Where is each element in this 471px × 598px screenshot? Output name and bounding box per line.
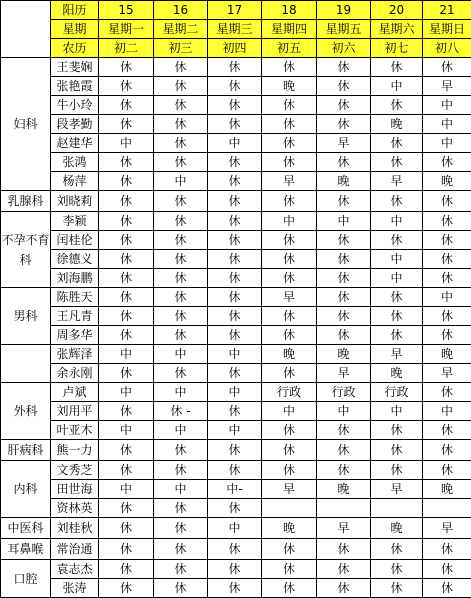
shift-cell: 休: [154, 518, 208, 539]
shift-cell: 休: [99, 440, 154, 461]
shift-cell: 中: [371, 402, 423, 421]
doctor-name-cell: 刘海鹏: [51, 269, 99, 288]
shift-cell: 休: [208, 307, 262, 326]
doctor-name-cell: 资林英: [51, 499, 99, 518]
shift-cell: 休: [423, 250, 471, 269]
weekday-cell: 星期一: [99, 20, 154, 39]
shift-cell: 早: [423, 77, 471, 96]
shift-cell: 休: [208, 539, 262, 560]
date-cell: 15: [99, 1, 154, 20]
shift-cell: 行政: [371, 383, 423, 402]
table-row: [1, 480, 471, 499]
doctor-name-cell: 张鸿: [51, 153, 99, 172]
shift-cell: 休: [208, 560, 262, 579]
shift-cell: 休: [154, 153, 208, 172]
table-row: [1, 231, 471, 250]
shift-cell: 休: [154, 579, 208, 598]
doctor-name-cell: 叶亚木: [51, 421, 99, 440]
shift-cell: 休: [317, 191, 371, 212]
table-row: [1, 77, 471, 96]
shift-cell: 早: [423, 364, 471, 383]
table-row: [1, 364, 471, 383]
shift-cell: 休: [371, 539, 423, 560]
shift-cell: 早: [317, 518, 371, 539]
doctor-name-cell: 文秀芝: [51, 461, 99, 480]
shift-cell: 休: [208, 58, 262, 77]
shift-cell: 休: [208, 77, 262, 96]
shift-cell: 中: [99, 345, 154, 364]
date-cell: 20: [371, 1, 423, 20]
shift-cell: 晚: [262, 77, 317, 96]
shift-cell: 休: [371, 421, 423, 440]
shift-cell: 中: [99, 421, 154, 440]
shift-cell: 休: [154, 58, 208, 77]
shift-cell: 休: [99, 326, 154, 345]
shift-cell: 休: [262, 579, 317, 598]
doctor-name-cell: 周多华: [51, 326, 99, 345]
shift-cell: 休: [99, 461, 154, 480]
shift-cell: [371, 499, 423, 518]
shift-cell: 中-: [208, 480, 262, 499]
doctor-name-cell: 熊一力: [51, 440, 99, 461]
shift-cell: 休: [423, 461, 471, 480]
shift-cell: 休: [317, 560, 371, 579]
shift-cell: 休: [423, 153, 471, 172]
shift-cell: 休: [262, 326, 317, 345]
shift-cell: 休: [99, 560, 154, 579]
table-row: [1, 579, 471, 598]
shift-cell: 早: [371, 480, 423, 499]
lunar-date-cell: 初四: [208, 39, 262, 58]
header-row-solar: [1, 1, 471, 20]
doctor-name-cell: 张艳霞: [51, 77, 99, 96]
shift-cell: 休: [99, 364, 154, 383]
department-cell: 男科: [1, 288, 51, 345]
table-row: [1, 58, 471, 77]
department-cell: 乳腺科: [1, 191, 51, 212]
shift-cell: 中: [371, 250, 423, 269]
shift-cell: 休: [99, 115, 154, 134]
table-row: [1, 134, 471, 153]
shift-cell: 早: [423, 518, 471, 539]
doctor-name-cell: 余永刚: [51, 364, 99, 383]
shift-cell: 休: [262, 250, 317, 269]
shift-cell: 休: [154, 77, 208, 96]
shift-cell: 中: [423, 96, 471, 115]
shift-cell: 休: [154, 539, 208, 560]
shift-cell: 休: [154, 231, 208, 250]
table-row: [1, 518, 471, 539]
table-row: [1, 461, 471, 480]
date-cell: 18: [262, 1, 317, 20]
table-row: [1, 250, 471, 269]
shift-cell: 休: [423, 579, 471, 598]
table-row: [1, 212, 471, 231]
shift-cell: 中: [423, 134, 471, 153]
shift-cell: 休: [262, 307, 317, 326]
lunar-date-cell: 初五: [262, 39, 317, 58]
table-row: [1, 269, 471, 288]
shift-cell: 中: [371, 269, 423, 288]
shift-cell: 休: [208, 461, 262, 480]
shift-cell: 早: [317, 364, 371, 383]
shift-cell: 休: [317, 231, 371, 250]
table-row: [1, 115, 471, 134]
shift-cell: 休: [154, 115, 208, 134]
shift-cell: 中: [99, 480, 154, 499]
header-row-lunar: [1, 39, 471, 58]
shift-cell: 休: [371, 288, 423, 307]
shift-cell: 中: [154, 172, 208, 191]
shift-cell: 中: [423, 115, 471, 134]
shift-cell: 早: [262, 288, 317, 307]
table-row: [1, 172, 471, 191]
shift-cell: 晚: [423, 480, 471, 499]
shift-cell: 中: [317, 402, 371, 421]
shift-cell: 中: [154, 421, 208, 440]
shift-cell: 晚: [371, 364, 423, 383]
shift-cell: 早: [262, 172, 317, 191]
shift-cell: 中: [154, 480, 208, 499]
shift-cell: 休: [208, 153, 262, 172]
doctor-name-cell: 刘桂秋: [51, 518, 99, 539]
shift-cell: 休: [371, 58, 423, 77]
shift-cell: 休: [317, 440, 371, 461]
shift-cell: [423, 499, 471, 518]
shift-cell: 休: [208, 191, 262, 212]
shift-cell: 休: [423, 307, 471, 326]
shift-cell: 休: [262, 191, 317, 212]
shift-cell: 休: [262, 440, 317, 461]
doctor-name-cell: 闰桂伦: [51, 231, 99, 250]
shift-cell: 休: [154, 560, 208, 579]
shift-cell: 休: [423, 212, 471, 231]
shift-cell: 中: [154, 345, 208, 364]
doctor-name-cell: 徐德义: [51, 250, 99, 269]
shift-cell: 休: [208, 499, 262, 518]
shift-cell: 休: [154, 307, 208, 326]
shift-cell: 休: [99, 231, 154, 250]
shift-cell: 休: [262, 269, 317, 288]
table-row: [1, 440, 471, 461]
shift-cell: 休: [317, 153, 371, 172]
shift-cell: 中: [208, 383, 262, 402]
shift-cell: 休: [99, 288, 154, 307]
shift-cell: 休: [99, 518, 154, 539]
shift-cell: 休: [317, 461, 371, 480]
doctor-name-cell: 张涛: [51, 579, 99, 598]
shift-cell: 休: [423, 326, 471, 345]
lunar-date-cell: 初二: [99, 39, 154, 58]
doctor-name-cell: 卢斌: [51, 383, 99, 402]
weekday-cell: 星期二: [154, 20, 208, 39]
lunar-date-cell: 初七: [371, 39, 423, 58]
lunar-date-cell: 初三: [154, 39, 208, 58]
shift-cell: 休: [317, 250, 371, 269]
doctor-name-cell: 李颖: [51, 212, 99, 231]
shift-cell: 休: [423, 231, 471, 250]
shift-cell: 休: [99, 269, 154, 288]
shift-cell: 休: [154, 461, 208, 480]
shift-cell: 休: [317, 539, 371, 560]
corner-cell: [1, 1, 51, 58]
shift-cell: 休: [99, 96, 154, 115]
date-cell: 16: [154, 1, 208, 20]
shift-cell: 休: [262, 115, 317, 134]
shift-cell: 休: [99, 539, 154, 560]
shift-cell: 休: [262, 153, 317, 172]
shift-cell: 晚: [262, 345, 317, 364]
doctor-name-cell: 陈胜天: [51, 288, 99, 307]
table-row: [1, 560, 471, 579]
shift-cell: 中: [99, 134, 154, 153]
shift-cell: 休: [99, 402, 154, 421]
weekday-cell: 星期五: [317, 20, 371, 39]
department-cell: 口腔: [1, 560, 51, 598]
shift-cell: 休: [371, 461, 423, 480]
shift-cell: 休: [423, 58, 471, 77]
department-cell: 耳鼻喉: [1, 539, 51, 560]
solar-label: 阳历: [51, 1, 99, 20]
table-row: [1, 191, 471, 212]
doctor-name-cell: 张辉泽: [51, 345, 99, 364]
shift-cell: [317, 499, 371, 518]
shift-cell: 休: [154, 288, 208, 307]
shift-cell: 休: [371, 134, 423, 153]
shift-cell: 休: [371, 231, 423, 250]
shift-cell: 休: [208, 172, 262, 191]
shift-cell: 休: [317, 115, 371, 134]
table-row: [1, 402, 471, 421]
table-row: [1, 288, 471, 307]
shift-cell: 休: [154, 269, 208, 288]
shift-cell: 行政: [317, 383, 371, 402]
doctor-name-cell: 王凡青: [51, 307, 99, 326]
doctor-name-cell: 袁志杰: [51, 560, 99, 579]
lunar-date-cell: 初八: [423, 39, 471, 58]
shift-cell: 休: [154, 499, 208, 518]
shift-cell: 休: [317, 307, 371, 326]
shift-cell: 休: [317, 288, 371, 307]
shift-cell: 晚: [423, 172, 471, 191]
shift-cell: 中: [208, 134, 262, 153]
department-cell: [1, 345, 51, 383]
shift-cell: 休: [208, 364, 262, 383]
shift-cell: 休: [154, 191, 208, 212]
weekday-cell: 星期四: [262, 20, 317, 39]
shift-cell: 休: [317, 96, 371, 115]
table-row: [1, 153, 471, 172]
shift-cell: 中: [371, 212, 423, 231]
shift-cell: 中: [208, 518, 262, 539]
shift-cell: 休: [154, 134, 208, 153]
shift-cell: 休: [317, 421, 371, 440]
shift-cell: 中: [423, 402, 471, 421]
doctor-name-cell: 赵建华: [51, 134, 99, 153]
shift-cell: 休: [423, 191, 471, 212]
shift-cell: 早: [371, 345, 423, 364]
doctor-name-cell: 田世海: [51, 480, 99, 499]
table-row: [1, 326, 471, 345]
shift-cell: 休: [371, 579, 423, 598]
shift-cell: 早: [317, 134, 371, 153]
weekday-cell: 星期六: [371, 20, 423, 39]
roster-body: [1, 1, 471, 598]
shift-cell: 休: [208, 96, 262, 115]
shift-cell: 晚: [371, 518, 423, 539]
department-cell: 外科: [1, 383, 51, 440]
shift-cell: 休: [371, 440, 423, 461]
shift-cell: 休: [208, 115, 262, 134]
weekday-cell: 星期日: [423, 20, 471, 39]
weekday-cell: 星期三: [208, 20, 262, 39]
shift-cell: 休: [262, 560, 317, 579]
shift-cell: 休: [423, 269, 471, 288]
shift-cell: 中: [262, 402, 317, 421]
shift-cell: 休: [154, 440, 208, 461]
header-row-weekday: [1, 20, 471, 39]
table-row: [1, 383, 471, 402]
shift-cell: 休: [99, 579, 154, 598]
date-cell: 17: [208, 1, 262, 20]
shift-cell: 休: [262, 364, 317, 383]
table-row: [1, 499, 471, 518]
shift-cell: 晚: [262, 518, 317, 539]
shift-cell: 休: [99, 172, 154, 191]
shift-cell: 休: [99, 77, 154, 96]
shift-cell: 休: [154, 96, 208, 115]
shift-cell: 休: [423, 421, 471, 440]
shift-cell: 休: [262, 96, 317, 115]
table-row: [1, 345, 471, 364]
week-label: 星期: [51, 20, 99, 39]
shift-cell: 休: [371, 326, 423, 345]
shift-cell: 休: [262, 134, 317, 153]
doctor-name-cell: 刘晓莉: [51, 191, 99, 212]
shift-cell: 休: [99, 250, 154, 269]
lunar-label: 农历: [51, 39, 99, 58]
shift-cell: 休: [208, 288, 262, 307]
department-cell: 妇科: [1, 58, 51, 191]
doctor-name-cell: 刘用平: [51, 402, 99, 421]
shift-cell: 休: [317, 579, 371, 598]
shift-cell: 中: [262, 212, 317, 231]
shift-cell: 休: [99, 499, 154, 518]
shift-cell: 休: [423, 560, 471, 579]
shift-cell: 休: [423, 440, 471, 461]
shift-cell: 休: [154, 250, 208, 269]
shift-cell: 晚: [371, 115, 423, 134]
shift-cell: 休: [154, 364, 208, 383]
shift-cell: 中: [208, 345, 262, 364]
shift-cell: 休: [371, 191, 423, 212]
shift-cell: 休: [208, 212, 262, 231]
doctor-name-cell: 王斐娴: [51, 58, 99, 77]
shift-cell: 休: [208, 579, 262, 598]
doctor-name-cell: 牛小玲: [51, 96, 99, 115]
shift-cell: 晚: [423, 345, 471, 364]
shift-cell: 休: [262, 58, 317, 77]
lunar-date-cell: 初六: [317, 39, 371, 58]
shift-cell: 休: [317, 326, 371, 345]
shift-cell: 中: [99, 383, 154, 402]
shift-cell: 休: [371, 153, 423, 172]
shift-cell: 休: [208, 440, 262, 461]
table-row: [1, 421, 471, 440]
shift-cell: 中: [423, 288, 471, 307]
shift-cell: 休: [208, 402, 262, 421]
shift-cell: 休: [99, 58, 154, 77]
table-row: [1, 539, 471, 560]
shift-cell: 休: [208, 326, 262, 345]
shift-cell: 休: [371, 96, 423, 115]
shift-cell: 中: [154, 383, 208, 402]
shift-cell: 中: [317, 212, 371, 231]
department-cell: 不孕不育科: [1, 212, 51, 288]
shift-cell: 休: [317, 269, 371, 288]
shift-cell: 休: [423, 539, 471, 560]
shift-cell: 休: [262, 539, 317, 560]
shift-cell: 中: [208, 421, 262, 440]
date-cell: 21: [423, 1, 471, 20]
shift-cell: 晚: [317, 345, 371, 364]
department-cell: 肝病科: [1, 440, 51, 461]
doctor-name-cell: 常治通: [51, 539, 99, 560]
shift-cell: 早: [262, 480, 317, 499]
shift-cell: 休: [208, 231, 262, 250]
shift-cell: 休: [423, 383, 471, 402]
shift-cell: 休: [317, 58, 371, 77]
shift-cell: 休: [208, 269, 262, 288]
shift-cell: 休: [99, 212, 154, 231]
table-row: [1, 96, 471, 115]
shift-cell: 休: [317, 77, 371, 96]
shift-cell: 休: [154, 212, 208, 231]
date-cell: 19: [317, 1, 371, 20]
shift-cell: 晚: [317, 172, 371, 191]
shift-cell: 休: [99, 191, 154, 212]
shift-cell: 休: [262, 421, 317, 440]
shift-cell: 休: [99, 153, 154, 172]
shift-cell: 休: [99, 307, 154, 326]
table-row: [1, 307, 471, 326]
doctor-name-cell: 杨萍: [51, 172, 99, 191]
department-cell: 内科: [1, 461, 51, 518]
shift-cell: 中: [371, 77, 423, 96]
shift-cell: 行政: [262, 383, 317, 402]
shift-cell: 休: [262, 231, 317, 250]
shift-cell: 晚: [317, 480, 371, 499]
shift-cell: 休: [371, 560, 423, 579]
doctor-name-cell: 段孝勤: [51, 115, 99, 134]
shift-cell: 早: [371, 172, 423, 191]
shift-cell: 休: [262, 461, 317, 480]
shift-cell: 休 -: [154, 402, 208, 421]
shift-cell: 休: [371, 307, 423, 326]
department-cell: 中医科: [1, 518, 51, 539]
shift-cell: 休: [208, 250, 262, 269]
shift-cell: [262, 499, 317, 518]
shift-cell: 休: [154, 326, 208, 345]
